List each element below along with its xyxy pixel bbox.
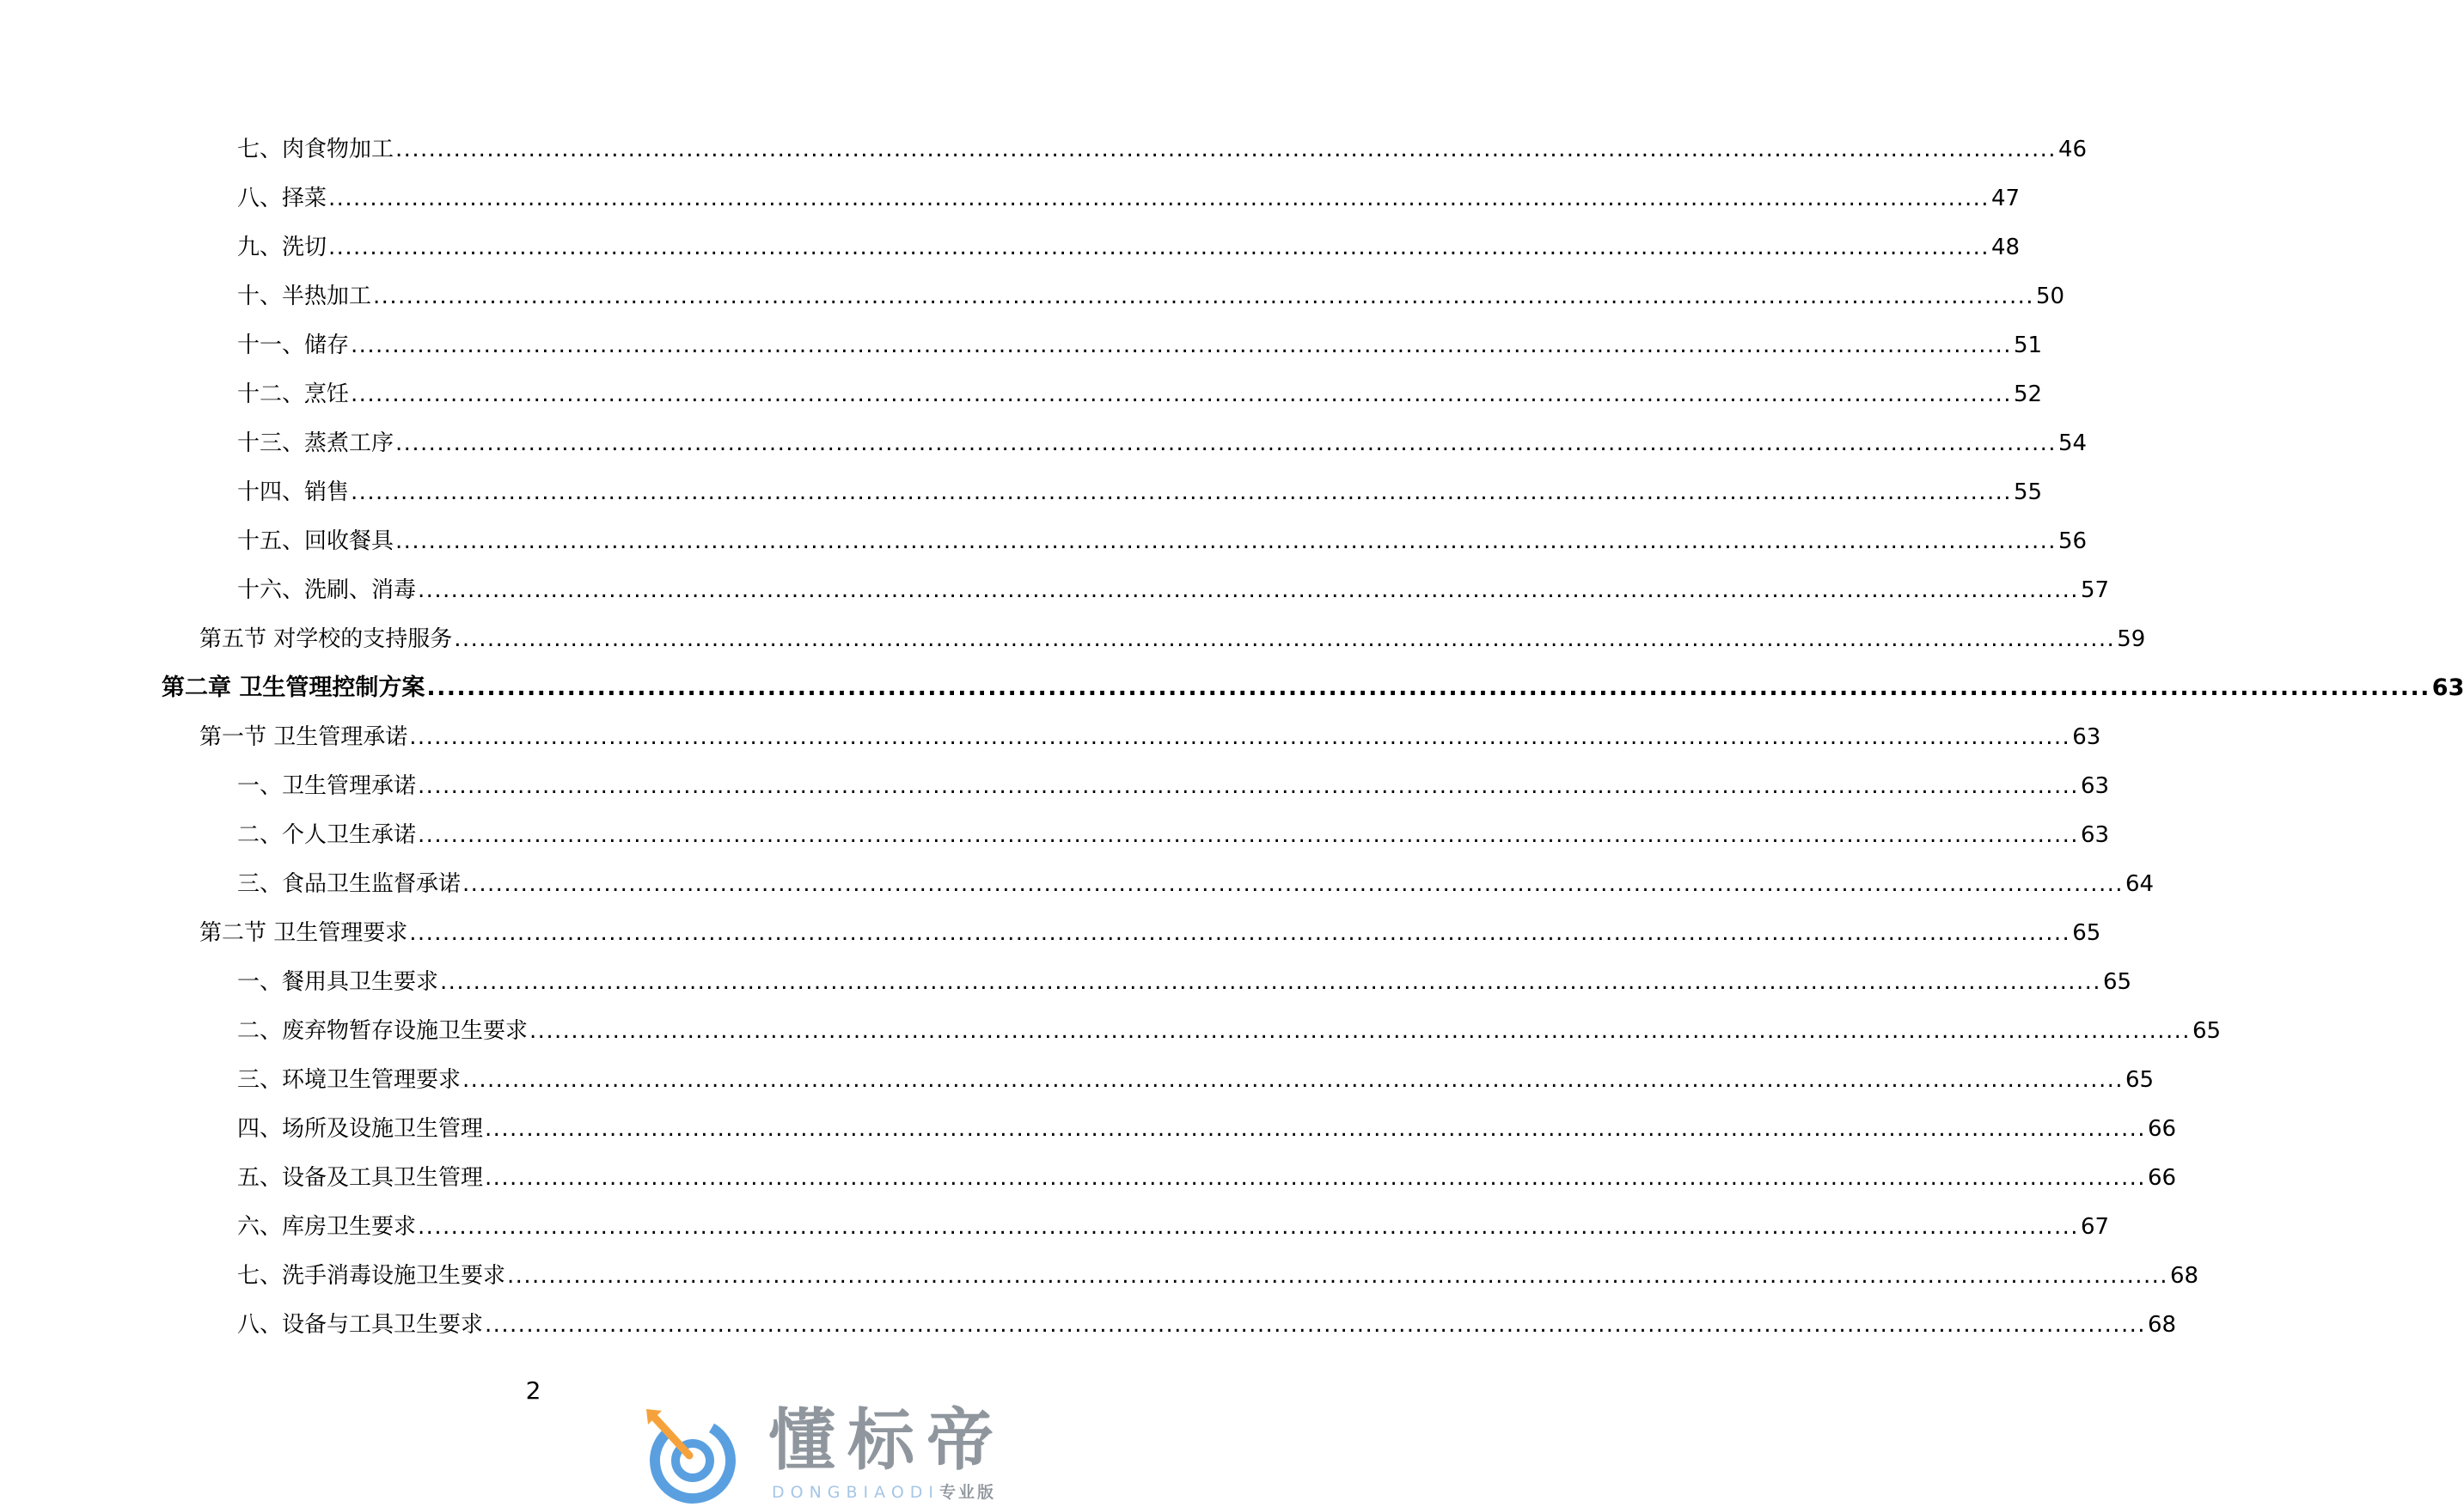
watermark-subtitle bbox=[772, 1483, 996, 1502]
toc-leader-dots: ........................................................................................................................................................................................................ bbox=[507, 1263, 2168, 1289]
toc-entry-page: 66 bbox=[2147, 1116, 2177, 1142]
toc-leader-dots: ........................................................................................................................................................................................................ bbox=[395, 137, 2057, 162]
toc-leader-dots: ........................................................................................................................................................................................................ bbox=[418, 577, 2079, 603]
toc-entry-title: 十三、蒸煮工序 bbox=[237, 430, 394, 456]
toc-leader-dots: ........................................................................................................................................................................................................ bbox=[418, 822, 2079, 848]
toc-entry-title: 第二节 卫生管理要求 bbox=[199, 920, 408, 946]
toc-entry[interactable] bbox=[237, 570, 2110, 604]
toc-entry[interactable] bbox=[237, 178, 2021, 212]
toc-entry-page: 46 bbox=[2057, 137, 2088, 162]
toc-entry-title: 三、食品卫生监督承诺 bbox=[237, 871, 462, 897]
toc-entry[interactable] bbox=[237, 1157, 2177, 1192]
toc-entry-title: 十四、销售 bbox=[237, 479, 350, 505]
toc-entry-page: 64 bbox=[2125, 871, 2155, 897]
toc-entry-title: 一、卫生管理承诺 bbox=[237, 773, 417, 799]
toc-entry[interactable] bbox=[237, 374, 2043, 408]
toc-entry[interactable] bbox=[237, 1108, 2177, 1143]
toc-entry-title: 一、餐用具卫生要求 bbox=[237, 969, 439, 995]
toc-entry-page: 63 bbox=[2431, 674, 2464, 701]
toc-entry-page: 48 bbox=[1990, 235, 2021, 260]
toc-entry-title: 七、洗手消毒设施卫生要求 bbox=[237, 1263, 506, 1289]
toc-entry-title: 二、个人卫生承诺 bbox=[237, 822, 417, 848]
toc-leader-dots: ........................................................................................................................................................................................................ bbox=[462, 1067, 2124, 1093]
toc-entry[interactable] bbox=[237, 815, 2110, 849]
toc-entry-page: 65 bbox=[2125, 1067, 2155, 1093]
toc-entry[interactable] bbox=[237, 1206, 2110, 1241]
toc-entry-page: 68 bbox=[2169, 1263, 2199, 1289]
toc-leader-dots: ........................................................................................................................................................................................................ bbox=[454, 626, 2116, 652]
toc-entry-page: 65 bbox=[2102, 969, 2132, 995]
toc-entry-page: 66 bbox=[2147, 1165, 2177, 1191]
toc-entry[interactable] bbox=[237, 1010, 2222, 1045]
toc-leader-dots: ........................................................................................................................................................................................................ bbox=[426, 674, 2430, 701]
toc-entry[interactable] bbox=[237, 521, 2088, 555]
toc-entry[interactable] bbox=[237, 227, 2021, 261]
toc-chapter-entry[interactable] bbox=[162, 668, 2464, 702]
toc-entry[interactable] bbox=[237, 129, 2088, 163]
toc-entry-title: 四、场所及设施卫生管理 bbox=[237, 1116, 484, 1142]
toc-entry-page: 67 bbox=[2080, 1214, 2110, 1240]
toc-leader-dots: ........................................................................................................................................................................................................ bbox=[529, 1018, 2191, 1044]
toc-entry-title: 六、库房卫生要求 bbox=[237, 1214, 417, 1240]
toc-leader-dots: ........................................................................................................................................................................................................ bbox=[351, 381, 2012, 407]
toc-entry-title: 第二章 卫生管理控制方案 bbox=[162, 674, 425, 701]
toc-entry-title: 十一、储存 bbox=[237, 333, 350, 358]
toc-entry-title: 二、废弃物暂存设施卫生要求 bbox=[237, 1018, 529, 1044]
toc-entry-page: 56 bbox=[2057, 528, 2088, 554]
toc-entry-page: 52 bbox=[2013, 381, 2043, 407]
toc-leader-dots: ........................................................................................................................................................................................................ bbox=[409, 724, 2071, 750]
toc-entry-page: 57 bbox=[2080, 577, 2110, 603]
toc-entry-page: 65 bbox=[2072, 920, 2101, 946]
toc-entry-page: 51 bbox=[2013, 333, 2043, 358]
toc-entry[interactable] bbox=[237, 961, 2132, 996]
toc-entry[interactable] bbox=[237, 276, 2065, 310]
toc-entry[interactable] bbox=[237, 423, 2088, 457]
toc-section-entry[interactable] bbox=[199, 912, 2101, 947]
watermark-pinyin: DONGBIAODI bbox=[772, 1483, 940, 1502]
toc-entry[interactable] bbox=[237, 1304, 2177, 1339]
toc-leader-dots: ........................................................................................................................................................................................................ bbox=[351, 479, 2012, 505]
toc-leader-dots: ........................................................................................................................................................................................................ bbox=[373, 284, 2034, 309]
toc-leader-dots: ........................................................................................................................................................................................................ bbox=[418, 773, 2079, 799]
toc-leader-dots: ........................................................................................................................................................................................................ bbox=[409, 920, 2071, 946]
toc-entry-page: 50 bbox=[2035, 284, 2065, 309]
toc-leader-dots: ........................................................................................................................................................................................................ bbox=[351, 333, 2012, 358]
toc-entry-title: 八、设备与工具卫生要求 bbox=[237, 1312, 484, 1338]
toc-leader-dots: ........................................................................................................................................................................................................ bbox=[328, 186, 1990, 211]
watermark-brand-name: 懂标帝 bbox=[768, 1402, 1006, 1480]
toc-leader-dots: ........................................................................................................................................................................................................ bbox=[418, 1214, 2079, 1240]
toc-entry-page: 63 bbox=[2072, 724, 2101, 750]
toc-entry-page: 65 bbox=[2192, 1018, 2222, 1044]
toc-entry-title: 第一节 卫生管理承诺 bbox=[199, 724, 408, 750]
toc-entry-page: 54 bbox=[2057, 430, 2088, 456]
toc-entry[interactable] bbox=[237, 766, 2110, 800]
toc-section-entry[interactable] bbox=[199, 717, 2101, 751]
toc-entry[interactable] bbox=[237, 1255, 2199, 1290]
toc-section-entry[interactable] bbox=[199, 619, 2146, 653]
toc-entry-page: 59 bbox=[2117, 626, 2146, 652]
toc-entry-title: 十五、回收餐具 bbox=[237, 528, 394, 554]
toc-entry[interactable] bbox=[237, 325, 2043, 359]
toc-entry-title: 九、洗切 bbox=[237, 235, 327, 260]
toc-entry-title: 五、设备及工具卫生管理 bbox=[237, 1165, 484, 1191]
toc-leader-dots: ........................................................................................................................................................................................................ bbox=[462, 871, 2124, 897]
toc-entry-title: 八、择菜 bbox=[237, 186, 327, 211]
toc-entry[interactable] bbox=[237, 472, 2043, 506]
toc-entry-title: 七、肉食物加工 bbox=[237, 137, 394, 162]
toc-entry-title: 十、半热加工 bbox=[237, 284, 372, 309]
toc-entry-page: 47 bbox=[1990, 186, 2021, 211]
toc-leader-dots: ........................................................................................................................................................................................................ bbox=[328, 235, 1990, 260]
toc-entry-page: 63 bbox=[2080, 773, 2110, 799]
toc-entry-title: 十二、烹饪 bbox=[237, 381, 350, 407]
toc-entry-title: 第五节 对学校的支持服务 bbox=[199, 626, 453, 652]
toc-leader-dots: ........................................................................................................................................................................................................ bbox=[485, 1116, 2146, 1142]
toc-entry-page: 55 bbox=[2013, 479, 2043, 505]
toc-entry[interactable] bbox=[237, 1059, 2155, 1094]
toc-leader-dots: ........................................................................................................................................................................................................ bbox=[395, 430, 2057, 456]
toc-leader-dots: ........................................................................................................................................................................................................ bbox=[485, 1165, 2146, 1191]
page-number: 2 bbox=[525, 1376, 541, 1405]
toc-entry-title: 三、环境卫生管理要求 bbox=[237, 1067, 462, 1093]
toc-entry-page: 68 bbox=[2147, 1312, 2177, 1338]
target-logo-icon bbox=[641, 1407, 744, 1504]
watermark bbox=[641, 1402, 1045, 1504]
toc-leader-dots: ........................................................................................................................................................................................................ bbox=[395, 528, 2057, 554]
watermark-edition: 专业版 bbox=[939, 1483, 997, 1502]
toc-entry-page: 63 bbox=[2080, 822, 2110, 848]
toc-leader-dots: ........................................................................................................................................................................................................ bbox=[440, 969, 2101, 995]
toc-entry[interactable] bbox=[237, 863, 2155, 898]
toc-entry-title: 十六、洗刷、消毒 bbox=[237, 577, 417, 603]
toc-leader-dots: ........................................................................................................................................................................................................ bbox=[485, 1312, 2146, 1338]
